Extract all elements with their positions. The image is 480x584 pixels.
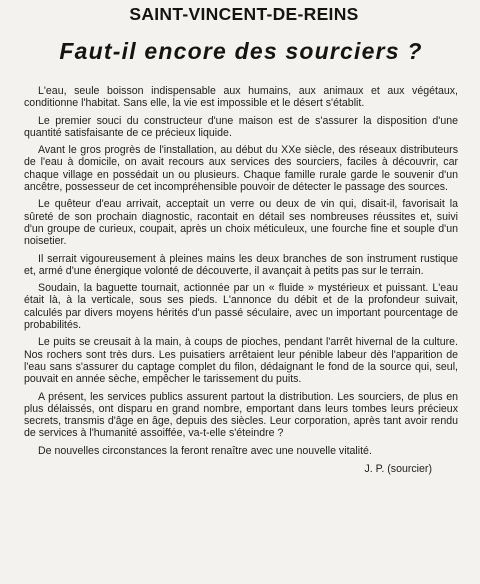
- paragraph-6: Soudain, la baguette tournait, actionnée par un « fluide » mystérieux et puissant. L'eau était là, à la verticale, sous ses pieds. L'annonce du débit et de la profondeur suivait, calculés par divers moyens hérités d'un passé séculaire, avec un important pourcentage de probabilités.: [24, 282, 458, 332]
- paragraph-9: De nouvelles circonstances la feront renaître avec une nouvelle vitalité.: [38, 444, 372, 457]
- paragraph-1: L'eau, seule boisson indispensable aux humains, aux animaux et aux végétaux, conditionne l'habitat. Sans elle, la vie est impossible et le désert s'établit.: [24, 85, 458, 110]
- paragraph-7: Le puits se creusait à la main, à coups de pioches, pendant l'arrêt hivernal de la culture. Nos rochers sont très durs. Les puisatiers arrêtaient leur pénible labeur dès l'apparition de l'eau sans s'assurer du captage complet du filon, dédaignant le fond de la source qui, seul, pouvait en année sèche, empêcher le tarissement du puits.: [24, 336, 458, 386]
- article-title: Faut-il encore des sourciers ?: [59, 38, 423, 64]
- article-heading: SAINT-VINCENT-DE-REINS: [129, 4, 359, 24]
- author-signature: J. P. (sourcier): [364, 463, 432, 476]
- paragraph-8: A présent, les services publics assurent partout la distribution. Les sourciers, de plus en plus délaissés, ont disparu en grand nombre, emportant dans leurs tombes leurs précieux secrets, transmis d'âge en âge, depuis des siècles. Leur corporation, après tant avoir rendu de services à l'humanité assoiffée, va-t-elle s'éteindre ?: [24, 390, 458, 440]
- article-body: [24, 85, 458, 457]
- paragraph-3: Avant le gros progrès de l'installation, au début du XXe siècle, des réseaux distributeurs de l'eau à domicile, on avait recours aux services des sourciers, faciles à découvrir, car chaque village en possédait un ou plusieurs. Chaque famille rurale garde le souvenir d'un ancêtre, possesseur de cet incompréhensible pouvoir de détecter le passage des sources.: [24, 144, 458, 194]
- paragraph-5: Il serrait vigoureusement à pleines mains les deux branches de son instrument rustique et, armé d'une énergique volonté de découverte, il avançait à petits pas sur le terrain.: [24, 252, 458, 277]
- paragraph-4: Le quêteur d'eau arrivait, acceptait un verre ou deux de vin qui, disait-il, favorisait la sûreté de son prochain diagnostic, racontait en détail ses nombreuses réussites et, suivi d'un groupe de curieux, coupait, après un choix méticuleux, une fourche fine et souple d'un noisetier.: [24, 198, 458, 248]
- paragraph-2: Le premier souci du constructeur d'une maison est de s'assurer la disposition d'une quantité satisfaisante de ce précieux liquide.: [24, 114, 458, 139]
